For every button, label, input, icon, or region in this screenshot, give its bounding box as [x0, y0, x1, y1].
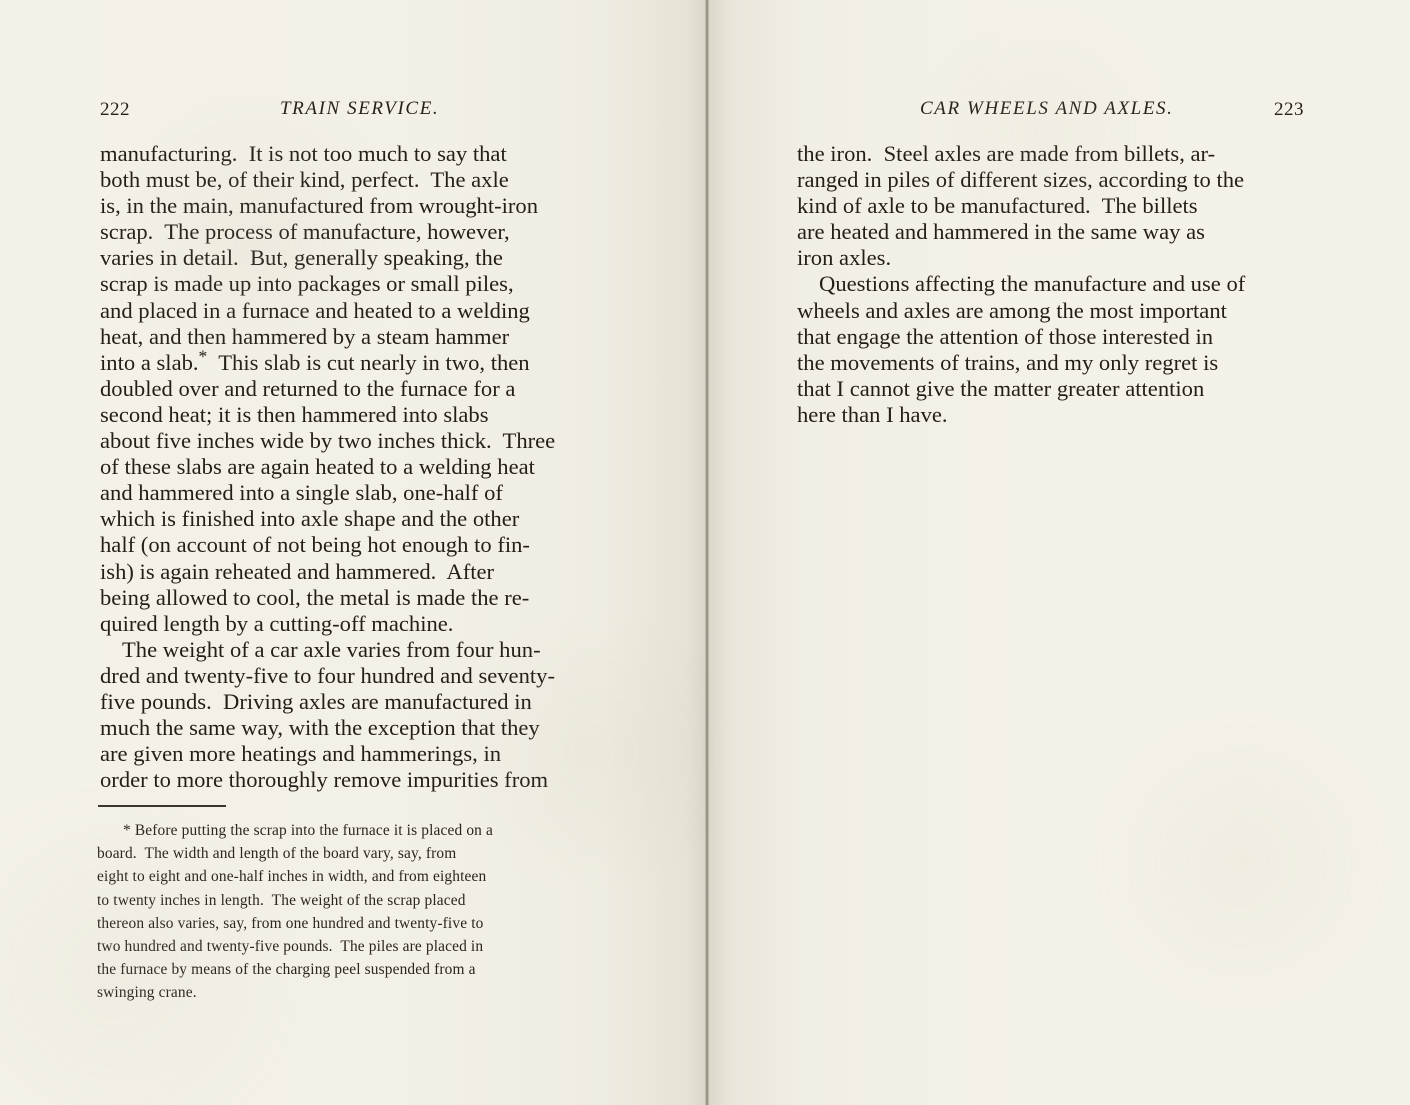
footnote-line: the furnace by means of the charging peel suspended from a [97, 961, 476, 979]
text-line: of these slabs are again heated to a welding heat [100, 454, 535, 480]
text-line: second heat; it is then hammered into slabs [100, 401, 489, 427]
text-line: doubled over and returned to the furnace for a [100, 375, 516, 401]
paragraph-axle-weight [100, 637, 627, 794]
footnote-line: eight to eight and one-half inches in width, and from eighteen [97, 868, 487, 886]
footnote-line: board. The width and length of the board vary, say, from [97, 845, 457, 863]
text-line: heat, and then hammered by a steam hammer [100, 323, 510, 349]
paragraph-questions [797, 271, 1322, 428]
paragraph-steel-axles [797, 141, 1322, 271]
footnote-line: to twenty inches in length. The weight of the scrap placed [97, 891, 466, 909]
text-line: varies in detail. But, generally speaking, the [100, 245, 503, 271]
running-title-left: TRAIN SERVICE. [280, 98, 440, 119]
text-line: and hammered into a single slab, one-half of [100, 480, 503, 506]
text-line-with-footnote-marker: into a slab.* This slab is cut nearly in two, then [100, 346, 530, 375]
text-line: being allowed to cool, the metal is made the re- [100, 584, 530, 610]
text-line: manufacturing. It is not too much to say that [100, 141, 507, 166]
text-line: is, in the main, manufactured from wrought-iron [100, 193, 539, 219]
text-line: about five inches wide by two inches thick. Three [100, 428, 556, 454]
text-line: which is finished into axle shape and the other [100, 506, 520, 532]
footnote-block [97, 819, 631, 1005]
text-line: are heated and hammered in the same way as [797, 219, 1205, 245]
text-line: that I cannot give the matter greater attention [797, 375, 1205, 401]
text-line: quired length by a cutting-off machine. [100, 610, 454, 636]
text-line: are given more heatings and hammerings, in [100, 741, 502, 767]
text-line: The weight of a car axle varies from four hun- [122, 636, 541, 662]
text-line: ish) is again reheated and hammered. After [100, 558, 495, 584]
footnote-line: thereon also varies, say, from one hundred and twenty-five to [97, 914, 484, 932]
page-number-right: 223 [1274, 99, 1304, 120]
text-line: ranged in piles of different sizes, according to the [797, 167, 1245, 193]
text-line: kind of axle to be manufactured. The billets [797, 193, 1198, 219]
text-line: scrap is made up into packages or small piles, [100, 271, 514, 297]
text-line: scrap. The process of manufacture, however, [100, 219, 510, 245]
text-line: the movements of trains, and my only regret is [797, 349, 1219, 375]
text-line: iron axles. [797, 245, 892, 271]
text-line: the iron. Steel axles are made from billets, ar- [797, 141, 1216, 166]
footnote-line: swinging crane. [97, 984, 197, 1002]
text-line: dred and twenty-five to four hundred and seventy- [100, 662, 555, 688]
text-line: wheels and axles are among the most important [797, 297, 1227, 323]
text-line: order to more thoroughly remove impurities from [100, 767, 549, 793]
running-title-right: CAR WHEELS AND AXLES. [920, 98, 1174, 119]
footnote-line: two hundred and twenty-five pounds. The piles are placed in [97, 938, 484, 956]
text-line: and placed in a furnace and heated to a welding [100, 297, 530, 323]
footnote-separator-rule [98, 805, 226, 807]
text-line: that engage the attention of those interested in [797, 323, 1214, 349]
right-column-body [797, 141, 1322, 428]
right-page [708, 0, 1410, 1105]
text-line: much the same way, with the exception that they [100, 715, 540, 741]
text-line: Questions affecting the manufacture and use of [819, 271, 1246, 297]
left-column-body [100, 141, 627, 793]
paragraph-manufacturing [100, 141, 627, 637]
text-line: here than I have. [797, 401, 948, 427]
text-line: both must be, of their kind, perfect. The axle [100, 167, 509, 193]
text-line: half (on account of not being hot enough to fin- [100, 532, 530, 558]
page-number-left: 222 [100, 99, 130, 120]
footnote-line: * Before putting the scrap into the furnace it is placed on a [123, 822, 493, 839]
text-line: five pounds. Driving axles are manufactured in [100, 688, 532, 714]
